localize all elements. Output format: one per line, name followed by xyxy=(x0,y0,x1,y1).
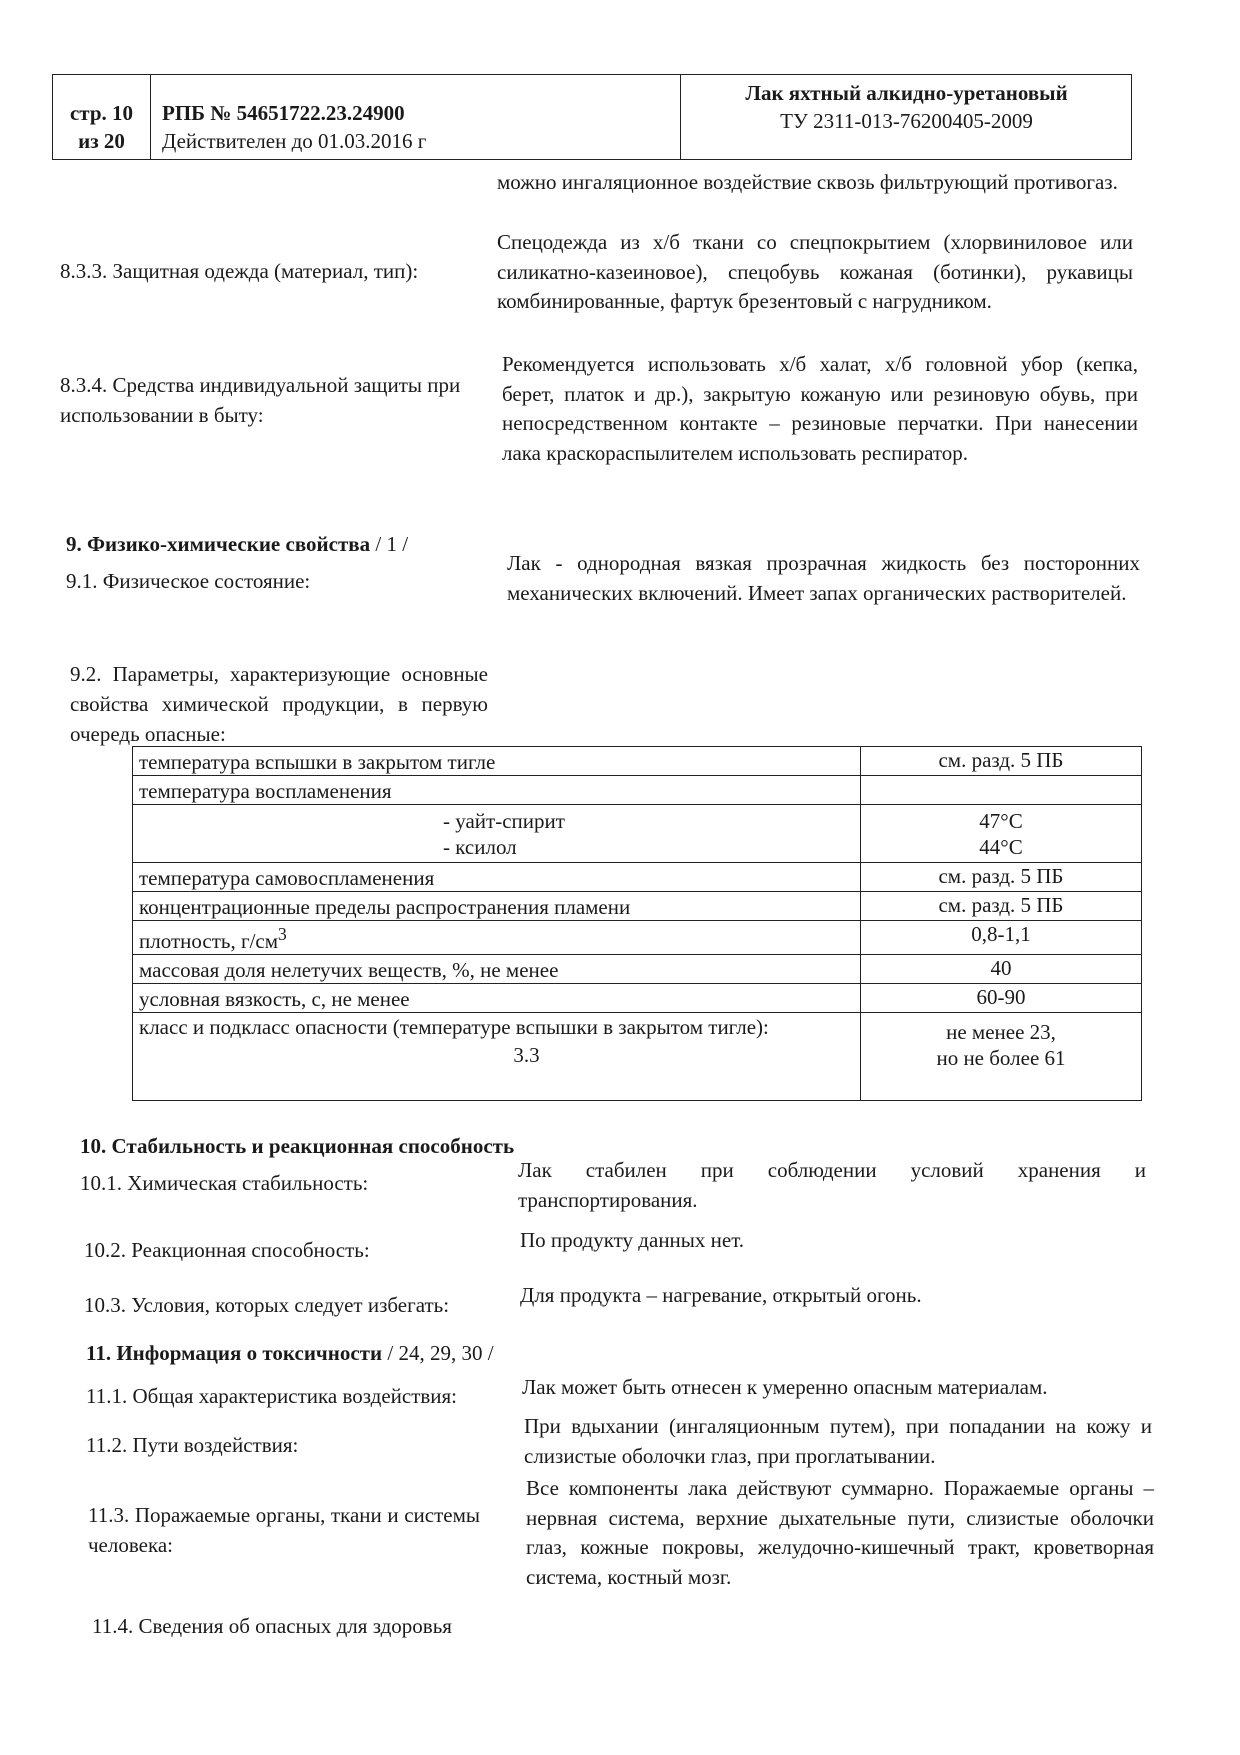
product-tu: ТУ 2311-013-76200405-2009 xyxy=(780,109,1033,133)
section-11-ref: / 24, 29, 30 / xyxy=(382,1341,494,1365)
section-9-heading xyxy=(66,529,408,559)
continuation-text: можно ингаляционное воздействие сквозь фильтрующий противогаз. xyxy=(497,170,1118,194)
label-11-2: 11.2. Пути воздействия: xyxy=(86,1433,299,1457)
label-10-3: 10.3. Условия, которых следует избегать: xyxy=(84,1293,450,1317)
page-number-cell xyxy=(53,75,151,159)
rpb-cell xyxy=(152,75,681,159)
density-label: плотность, г/см xyxy=(139,929,279,953)
table-cell-name xyxy=(133,1013,861,1101)
text-11-2: При вдыхании (ингаляционным путем), при попадании на кожу и слизистые оболочки глаз, при проглатывании. xyxy=(524,1414,1152,1468)
label-11-3: 11.3. Поражаемые органы, ткани и системы человека: xyxy=(88,1503,480,1557)
table-cell-name: температура самовоспламенения xyxy=(133,863,861,892)
label-11-4: 11.4. Сведения об опасных для здоровья xyxy=(92,1614,452,1638)
text-8-3-3: Спецодежда из х/б ткани со спецпокрытием (хлорвиниловое или силикатно-казеиновое), спецобувь кожаная (ботинки), рукавицы комбинированные, фартук брезентовый с нагрудником. xyxy=(497,230,1133,313)
table-cell-name: концентрационные пределы распространения пламени xyxy=(133,892,861,921)
solvent-xylene: - ксилол xyxy=(443,834,517,859)
text-10-2: По продукту данных нет. xyxy=(520,1228,745,1252)
table-cell-value xyxy=(861,805,1142,863)
flash-range-min: не менее 23, xyxy=(946,1020,1056,1044)
table-cell-value: см. разд. 5 ПБ xyxy=(861,747,1142,776)
section-10-title: 10. Стабильность и реакционная способность xyxy=(80,1134,515,1158)
text-10-1: Лак стабилен при соблюдении условий хранения и транспортирования. xyxy=(518,1158,1146,1212)
label-8-3-3: 8.3.3. Защитная одежда (материал, тип): xyxy=(60,259,419,283)
page-header xyxy=(52,74,1132,160)
label-10-2: 10.2. Реакционная способность: xyxy=(84,1238,370,1262)
table-cell-value: 60-90 xyxy=(861,984,1142,1013)
table-cell-name xyxy=(133,921,861,955)
table-cell-value: см. разд. 5 ПБ xyxy=(861,863,1142,892)
table-row xyxy=(133,955,1142,984)
table-cell-value: 40 xyxy=(861,955,1142,984)
label-9-2: 9.2. Параметры, характеризующие основные свойства химической продукции, в первую очередь опасные: xyxy=(70,662,488,746)
label-9-1: 9.1. Физическое состояние: xyxy=(66,569,311,593)
text-8-3-4: Рекомендуется использовать х/б халат, х/б головной убор (кепка, берет, платок и др.), закрытую кожаную или резиновую обувь, при непосредственном контакте – резиновые перчатки. При нанесении лака краскораспылителем использовать респиратор. xyxy=(502,352,1138,465)
valid-until: Действителен до 01.03.2016 г xyxy=(162,129,427,153)
rpb-number: РПБ № 54651722.23.24900 xyxy=(162,101,405,125)
section-11-heading xyxy=(86,1338,494,1368)
solvent-white-spirit: - уайт-спирит xyxy=(443,808,565,833)
label-8-3-4: 8.3.4. Средства индивидуальной защиты при использовании в быту: xyxy=(60,373,461,427)
table-cell-value: 0,8-1,1 xyxy=(861,921,1142,955)
text-11-3: Все компоненты лака действуют суммарно. Поражаемые органы – нервная система, верхние дыхательные пути, слизистые оболочки глаз, кожные покровы, желудочно-кишечный тракт, кроветворная система, костный мозг. xyxy=(526,1476,1154,1589)
section-10-heading xyxy=(80,1131,514,1161)
text-9-1: Лак - однородная вязкая прозрачная жидкость без посторонних механических включений. Имеет запах органических растворителей. xyxy=(507,551,1140,605)
properties-table xyxy=(132,746,1142,1101)
table-cell-name: условная вязкость, с, не менее xyxy=(133,984,861,1013)
table-cell-value: см. разд. 5 ПБ xyxy=(861,892,1142,921)
hazard-class-value: 3.3 xyxy=(513,1043,540,1067)
value-white-spirit: 47°С xyxy=(979,808,1023,833)
value-xylene: 44°С xyxy=(979,834,1023,859)
table-row xyxy=(133,805,1142,863)
table-cell-value xyxy=(861,776,1142,805)
product-cell xyxy=(682,75,1131,159)
table-row xyxy=(133,776,1142,805)
table-row xyxy=(133,984,1142,1013)
label-11-1: 11.1. Общая характеристика воздействия: xyxy=(86,1384,458,1408)
flash-range-max: но не более 61 xyxy=(936,1046,1066,1070)
table-cell-name xyxy=(133,805,861,863)
text-11-1: Лак может быть отнесен к умеренно опасным материалам. xyxy=(522,1375,1048,1399)
label-10-1: 10.1. Химическая стабильность: xyxy=(80,1171,369,1195)
table-row xyxy=(133,1013,1142,1101)
page-of: из 20 xyxy=(78,129,125,153)
table-cell-value xyxy=(861,1013,1142,1101)
section-9-title: 9. Физико-химические свойства xyxy=(66,532,371,556)
table-cell-name: массовая доля нелетучих веществ, %, не менее xyxy=(133,955,861,984)
hazard-class-label: класс и подкласс опасности (температуре вспышки в закрытом тигле): xyxy=(139,1015,769,1039)
text-10-3: Для продукта – нагревание, открытый огонь. xyxy=(520,1283,922,1307)
table-cell-name: температура вспышки в закрытом тигле xyxy=(133,747,861,776)
table-cell-name: температура воспламенения xyxy=(133,776,861,805)
section-9-ref: / 1 / xyxy=(370,532,409,556)
section-11-title: 11. Информация о токсичности xyxy=(86,1341,383,1365)
table-row xyxy=(133,892,1142,921)
density-sup: 3 xyxy=(278,924,287,944)
table-row xyxy=(133,747,1142,776)
table-row xyxy=(133,863,1142,892)
page-label: стр. 10 xyxy=(69,101,134,125)
table-row xyxy=(133,921,1142,955)
product-name: Лак яхтный алкидно-уретановый xyxy=(745,81,1068,105)
